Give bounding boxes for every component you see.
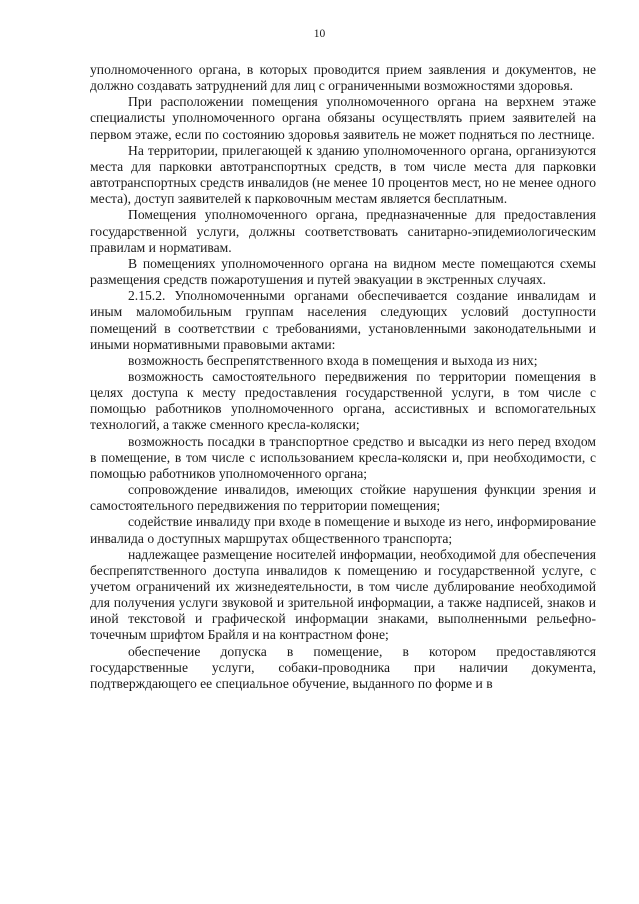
paragraph-2: При расположении помещения уполномоченного органа на верхнем этаже специалисты уполномоченного органа обязаны осуществлять прием заявителей на первом этаже, если по состоянию здоровья заявитель не может подняться по лестнице. <box>90 94 596 142</box>
paragraph-4: Помещения уполномоченного органа, предназначенные для предоставления государственной услуги, должны соответствовать санитарно-эпидемиологическим правилам и нормативам. <box>90 207 596 255</box>
paragraph-9: возможность посадки в транспортное средство и высадки из него перед входом в помещение, в том числе с использованием кресла-коляски и, при необходимости, с помощью работников уполномоченного органа; <box>90 433 596 481</box>
paragraph-6: 2.15.2. Уполномоченными органами обеспечивается создание инвалидам и иным маломобильным группам населения следующих условий доступности помещений в соответствии с требованиями, установленными законодательными и иными нормативными правовыми актами: <box>90 288 596 352</box>
paragraph-11: содействие инвалиду при входе в помещение и выходе из него, информирование инвалида о доступных маршрутах общественного транспорта; <box>90 514 596 546</box>
page-number: 10 <box>313 28 326 40</box>
paragraph-8: возможность самостоятельного передвижения по территории помещения в целях доступа к месту предоставления государственной услуги, в том числе с помощью работников уполномоченного органа, ассистивных и вспомогательных технологий, а также сменного кресла-коляски; <box>90 368 596 433</box>
paragraph-3: На территории, прилегающей к зданию уполномоченного органа, организуются места для парковки автотранспортных средств, в том числе места для парковки автотранспортных средств инвалидов (не менее 10 процентов мест, но не менее одного места), доступ заявителей к парковочным местам является бесплатным. <box>90 142 596 207</box>
paragraph-5: В помещениях уполномоченного органа на видном месте помещаются схемы размещения средств пожаротушения и путей эвакуации в экстренных случаях. <box>90 255 596 288</box>
document-body <box>90 62 596 692</box>
paragraph-13: обеспечение допуска в помещение, в котором предоставляются государственные услуги, собаки-проводника при наличии документа, подтверждающего ее специальное обучение, выданного по форме и в <box>90 643 596 691</box>
paragraph-10: сопровождение инвалидов, имеющих стойкие нарушения функции зрения и самостоятельного передвижения по территории помещения; <box>90 482 596 514</box>
paragraph-1: уполномоченного органа, в которых проводится прием заявления и документов, не должно создавать затруднений для лиц с ограниченными возможностями здоровья. <box>90 62 596 94</box>
paragraph-7: возможность беспрепятственного входа в помещения и выхода из них; <box>128 352 538 368</box>
paragraph-12: надлежащее размещение носителей информации, необходимой для обеспечения беспрепятственного доступа инвалидов к помещению и государственной услуге, с учетом ограничений их жизнедеятельности, в том числе дублирование необходимой для получения услуги звуковой и зрительной информации, а также надписей, знаков и иной текстовой и графической информации знаками, выполненными рельефно-точечным шрифтом Брайля и на контрастном фоне; <box>90 546 596 643</box>
